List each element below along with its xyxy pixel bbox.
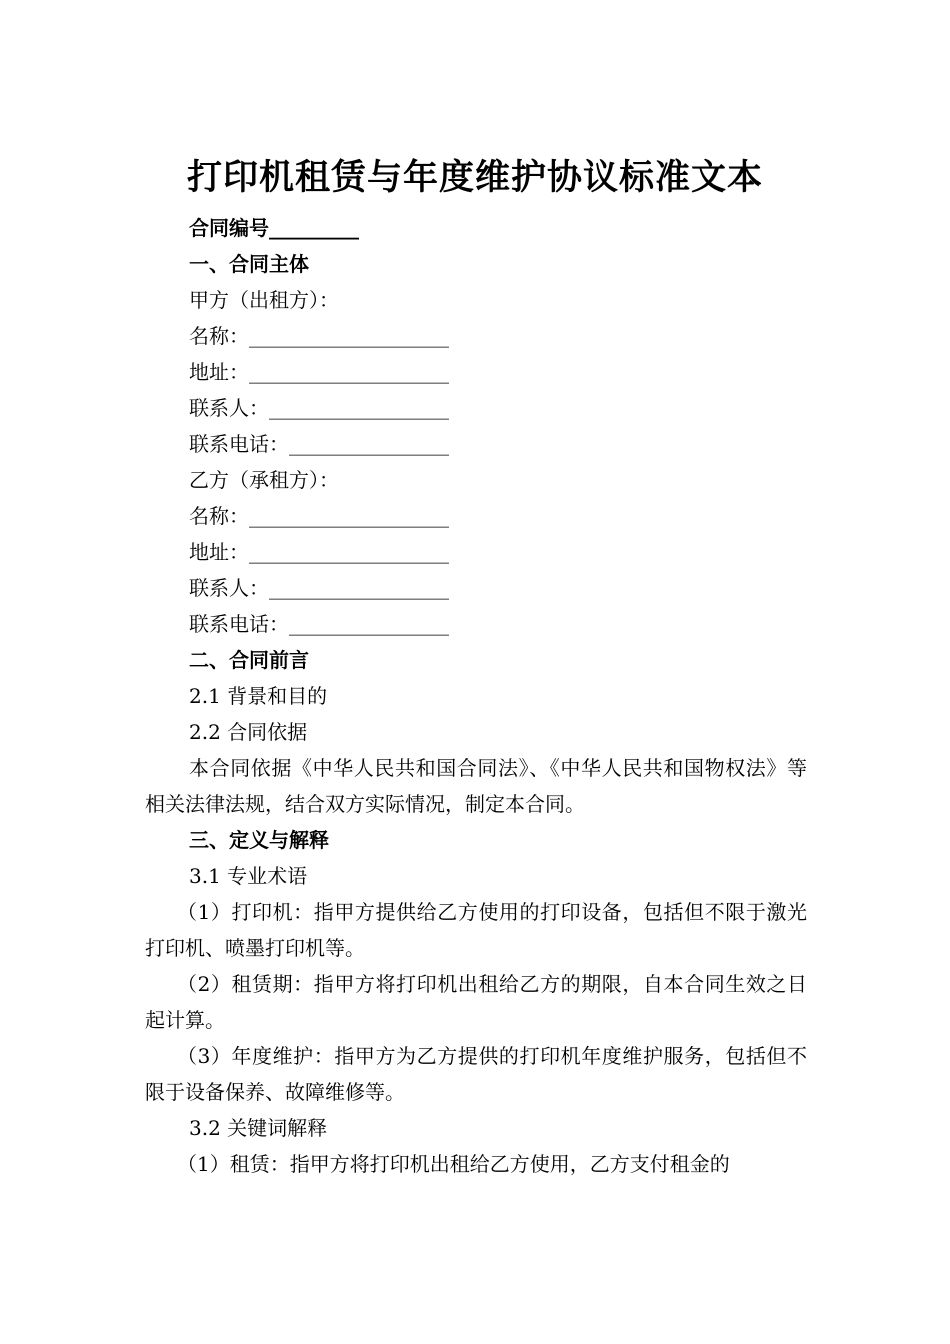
subsection-2-1: 2.1 背景和目的 — [189, 684, 328, 708]
subsection-2-2: 2.2 合同依据 — [189, 720, 308, 744]
subsection-3-2: 3.2 关键词解释 — [189, 1116, 328, 1140]
document-title: 打印机租赁与年度维护协议标准文本 — [186, 157, 763, 198]
section-2-paragraph: 本合同依据《中华人民共和国合同法》、《中华人民共和国物权法》等相关法律法规，结合双方实际情况，制定本合同。 — [145, 756, 807, 816]
contract-number: 合同编号_________ — [189, 216, 359, 240]
term-printer: （1）打印机：指甲方提供给乙方使用的打印设备，包括但不限于激光打印机、喷墨打印机等。 — [145, 900, 807, 960]
term-lease-period: （2）租赁期：指甲方将打印机出租给乙方的期限，自本合同生效之日起计算。 — [145, 972, 807, 1032]
section-3-heading: 三、定义与解释 — [189, 828, 329, 852]
party-a-contact-field: 联系人：__________________ — [189, 396, 449, 420]
party-a-address-field: 地址：____________________ — [189, 360, 449, 384]
section-1-heading: 一、合同主体 — [189, 252, 309, 276]
document-body — [145, 210, 807, 1182]
party-b-name-field: 名称：____________________ — [189, 504, 449, 528]
party-b-phone-field: 联系电话：________________ — [189, 612, 449, 636]
party-a-label: 甲方（出租方）： — [189, 288, 339, 312]
party-a-phone-field: 联系电话：________________ — [189, 432, 449, 456]
party-b-contact-field: 联系人：__________________ — [189, 576, 449, 600]
term-annual-maintenance: （3）年度维护：指甲方为乙方提供的打印机年度维护服务，包括但不限于设备保养、故障维修等。 — [145, 1044, 807, 1104]
subsection-3-1: 3.1 专业术语 — [189, 864, 308, 888]
party-a-name-field: 名称：____________________ — [189, 324, 449, 348]
section-2-heading: 二、合同前言 — [189, 648, 309, 672]
keyword-lease: （1）租赁：指甲方将打印机出租给乙方使用，乙方支付租金的 — [177, 1152, 730, 1176]
party-b-address-field: 地址：____________________ — [189, 540, 449, 564]
party-b-label: 乙方（承租方）： — [189, 468, 339, 492]
